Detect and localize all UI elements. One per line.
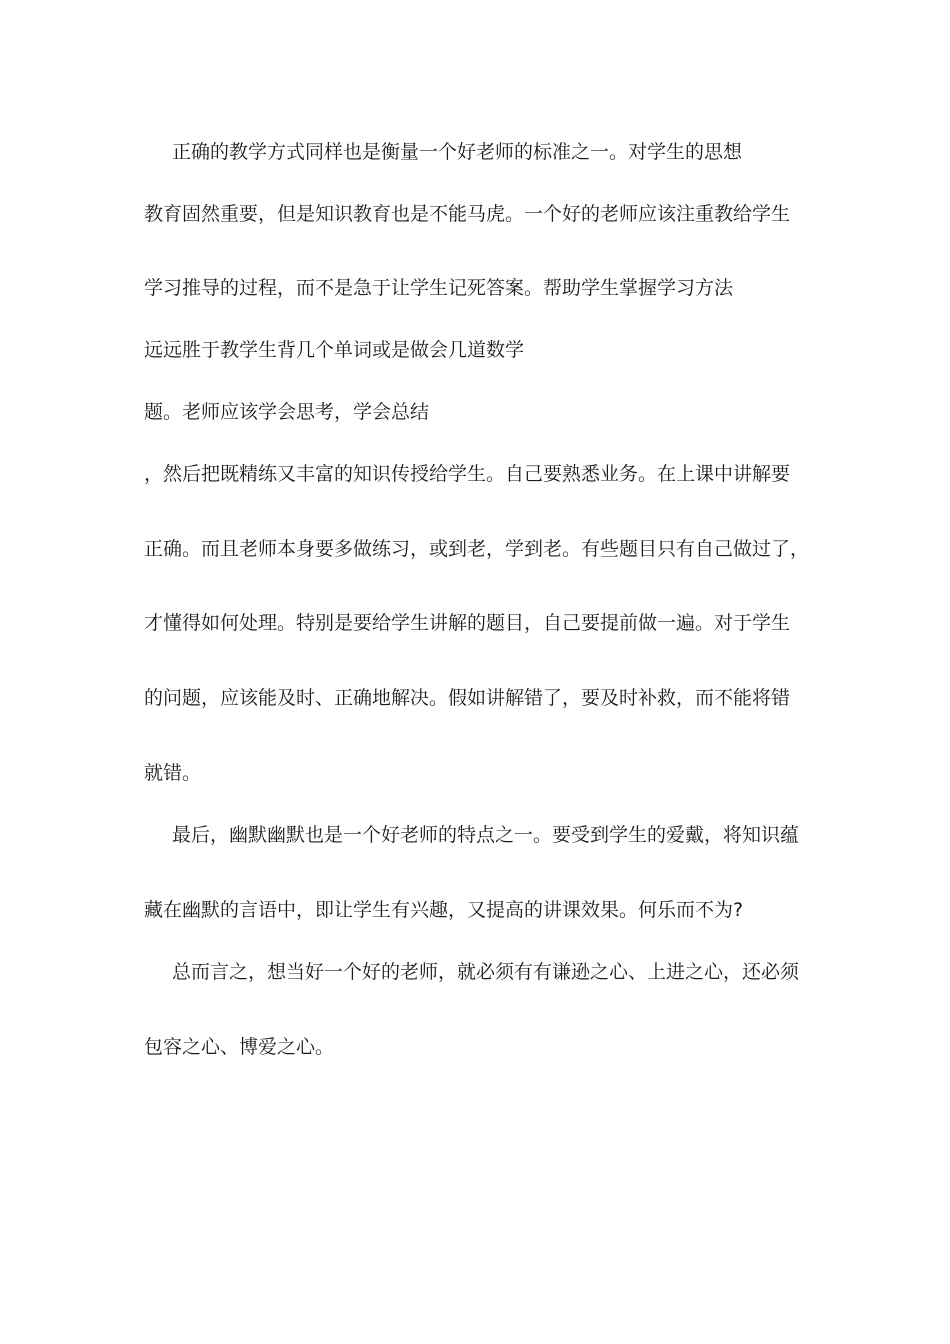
- text-line: 的问题，应该能及时、正确地解决。假如讲解错了，要及时补救，而不能将错: [144, 687, 791, 709]
- text-line: ，然后把既精练又丰富的知识传授给学生。自己要熟悉业务。在上课中讲解要: [144, 463, 791, 485]
- text-line: 包容之心、博爱之心。: [144, 1036, 335, 1058]
- text-line: 最后，幽默幽默也是一个好老师的特点之一。要受到学生的爱戴，将知识蕴: [172, 824, 800, 846]
- text-line: 藏在幽默的言语中，即让学生有兴趣，又提高的讲课效果。何乐而不为?: [144, 899, 744, 921]
- text-line: 正确。而且老师本身要多做练习，或到老，学到老。有些题目只有自己做过了，: [144, 538, 810, 560]
- text-line: 就错。: [144, 762, 202, 784]
- text-line: 学习推导的过程，而不是急于让学生记死答案。帮助学生掌握学习方法: [144, 277, 734, 299]
- text-line: 才懂得如何处理。特别是要给学生讲解的题目，自己要提前做一遍。对于学生: [144, 612, 791, 634]
- text-line: 题。老师应该学会思考，学会总结: [144, 401, 430, 423]
- text-line: 总而言之，想当好一个好的老师，就必须有有谦逊之心、上进之心，还必须: [172, 961, 800, 983]
- text-line: 正确的教学方式同样也是衡量一个好老师的标准之一。对学生的思想: [172, 141, 743, 163]
- text-line: 远远胜于教学生背几个单词或是做会几道数学: [144, 339, 525, 361]
- text-line: 教育固然重要，但是知识教育也是不能马虎。一个好的老师应该注重教给学生: [144, 203, 791, 225]
